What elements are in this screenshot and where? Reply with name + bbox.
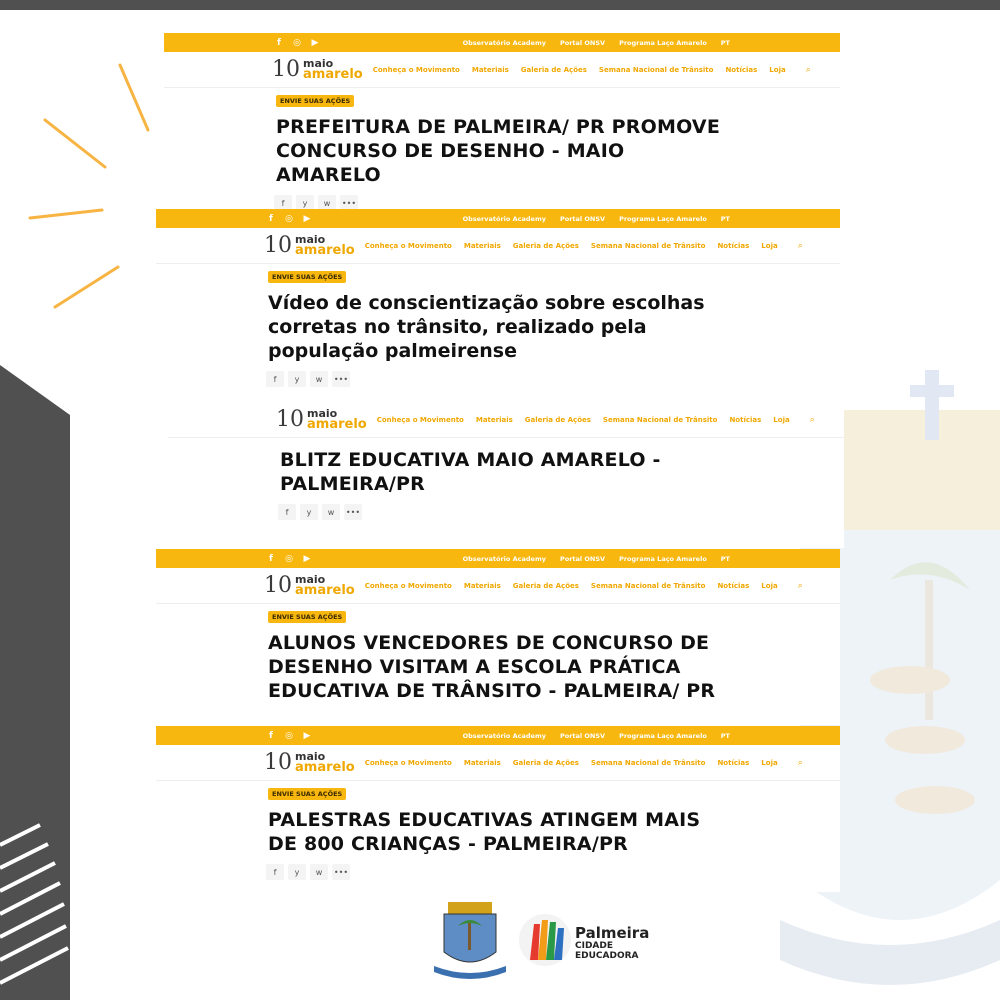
share-more-icon[interactable]: •••	[344, 504, 362, 520]
logo-number: 10	[264, 232, 292, 258]
nav-galeria[interactable]: Galeria de Ações	[512, 758, 579, 767]
brand-line-2: EDUCADORA	[575, 951, 639, 962]
nav-galeria[interactable]: Galeria de Ações	[512, 581, 579, 590]
logo-maio: maio	[295, 232, 326, 246]
nav-semana[interactable]: Semana Nacional de Trânsito	[602, 415, 718, 424]
utility-bar	[156, 726, 840, 745]
search-icon[interactable]: ⌕	[805, 64, 811, 75]
nav-conheca[interactable]: Conheça o Movimento	[376, 415, 464, 424]
logo-amarelo: amarelo	[295, 242, 355, 258]
brand-name: Palmeira	[575, 924, 650, 942]
share-twitter-icon[interactable]: y	[296, 195, 314, 211]
nav-loja[interactable]: Loja	[761, 581, 778, 590]
article-card-1[interactable]	[164, 33, 840, 213]
util-link-laco[interactable]: Programa Laço Amarelo	[619, 731, 707, 740]
logo-amarelo: amarelo	[307, 416, 367, 432]
share-whatsapp-icon[interactable]: w	[322, 504, 340, 520]
logo-maio: maio	[295, 572, 326, 586]
logo-maio: maio	[307, 406, 338, 420]
instagram-icon[interactable]: ◎	[285, 730, 293, 741]
footer-logos	[430, 900, 690, 980]
logo-amarelo: amarelo	[295, 759, 355, 775]
logo-amarelo: amarelo	[295, 582, 355, 598]
facebook-icon[interactable]: f	[269, 730, 273, 741]
logo-number: 10	[276, 406, 304, 432]
nav-conheca[interactable]: Conheça o Movimento	[364, 581, 452, 590]
util-link-onsv[interactable]: Portal ONSV	[559, 731, 606, 740]
share-more-icon[interactable]: •••	[332, 371, 350, 387]
nav-loja[interactable]: Loja	[761, 758, 778, 767]
facebook-icon[interactable]: f	[269, 553, 273, 564]
language-selector[interactable]: PT	[720, 214, 730, 223]
article-title: BLITZ EDUCATIVA MAIO AMARELO - PALMEIRA/PR	[280, 449, 661, 496]
main-nav	[156, 228, 840, 264]
share-bar	[278, 504, 844, 520]
main-nav	[168, 402, 844, 438]
main-nav	[164, 52, 840, 88]
nav-galeria[interactable]: Galeria de Ações	[512, 241, 579, 250]
utility-bar	[156, 209, 840, 228]
sun-rays-decoration	[20, 55, 170, 325]
search-icon[interactable]: ⌕	[797, 240, 803, 251]
category-badge[interactable]: ENVIE SUAS AÇÕES	[268, 611, 346, 623]
share-more-icon[interactable]: •••	[340, 195, 358, 211]
nav-semana[interactable]: Semana Nacional de Trânsito	[590, 581, 706, 590]
language-selector[interactable]: PT	[720, 731, 730, 740]
nav-noticias[interactable]: Notícias	[729, 415, 762, 424]
maio-amarelo-logo[interactable]	[264, 749, 355, 775]
nav-semana[interactable]: Semana Nacional de Trânsito	[590, 241, 706, 250]
facebook-icon[interactable]: f	[269, 213, 273, 224]
nav-noticias[interactable]: Notícias	[725, 65, 758, 74]
maio-amarelo-logo[interactable]	[264, 232, 355, 258]
nav-loja[interactable]: Loja	[761, 241, 778, 250]
share-whatsapp-icon[interactable]: w	[318, 195, 336, 211]
share-facebook-icon[interactable]: f	[278, 504, 296, 520]
logo-maio: maio	[303, 56, 334, 70]
nav-galeria[interactable]: Galeria de Ações	[520, 65, 587, 74]
nav-semana[interactable]: Semana Nacional de Trânsito	[590, 758, 706, 767]
instagram-icon[interactable]: ◎	[293, 37, 301, 48]
share-more-icon[interactable]: •••	[332, 864, 350, 880]
utility-bar	[164, 33, 840, 52]
article-title: PREFEITURA DE PALMEIRA/ PR PROMOVE CONCURSO DE DESENHO - MAIO AMARELO	[276, 116, 721, 187]
category-badge[interactable]: ENVIE SUAS AÇÕES	[276, 95, 354, 107]
nav-loja[interactable]: Loja	[773, 415, 790, 424]
util-link-academy[interactable]: Observatório Academy	[462, 554, 546, 563]
category-badge[interactable]: ENVIE SUAS AÇÕES	[268, 271, 346, 283]
youtube-icon[interactable]: ▶	[303, 213, 311, 224]
article-title: Vídeo de conscientização sobre escolhas corretas no trânsito, realizado pela população palmeirense	[268, 292, 705, 363]
article-card-3[interactable]	[168, 402, 844, 548]
util-link-academy[interactable]: Observatório Academy	[462, 731, 546, 740]
share-twitter-icon[interactable]: y	[288, 371, 306, 387]
share-facebook-icon[interactable]: f	[266, 371, 284, 387]
search-icon[interactable]: ⌕	[797, 580, 803, 591]
share-facebook-icon[interactable]: f	[274, 195, 292, 211]
share-twitter-icon[interactable]: y	[300, 504, 318, 520]
category-badge[interactable]: ENVIE SUAS AÇÕES	[268, 788, 346, 800]
city-crest-icon	[434, 902, 506, 979]
util-link-onsv[interactable]: Portal ONSV	[559, 554, 606, 563]
main-nav	[156, 745, 840, 781]
util-link-academy[interactable]: Observatório Academy	[462, 214, 546, 223]
share-bar	[266, 371, 840, 387]
language-selector[interactable]: PT	[720, 38, 730, 47]
search-icon[interactable]: ⌕	[809, 414, 815, 425]
search-icon[interactable]: ⌕	[797, 757, 803, 768]
instagram-icon[interactable]: ◎	[285, 553, 293, 564]
util-link-academy[interactable]: Observatório Academy	[462, 38, 546, 47]
logo-number: 10	[264, 749, 292, 775]
logo-number: 10	[272, 56, 300, 82]
util-link-onsv[interactable]: Portal ONSV	[559, 214, 606, 223]
instagram-icon[interactable]: ◎	[285, 213, 293, 224]
article-card-4[interactable]	[156, 549, 840, 725]
youtube-icon[interactable]: ▶	[311, 37, 319, 48]
maio-amarelo-logo[interactable]	[264, 572, 355, 598]
maio-amarelo-logo[interactable]	[276, 406, 367, 432]
share-twitter-icon[interactable]: y	[288, 864, 306, 880]
main-nav	[156, 568, 840, 604]
article-title: PALESTRAS EDUCATIVAS ATINGEM MAIS DE 800 CRIANÇAS - PALMEIRA/PR	[268, 809, 701, 856]
share-bar	[266, 864, 840, 880]
util-link-laco[interactable]: Programa Laço Amarelo	[619, 214, 707, 223]
nav-materiais[interactable]: Materiais	[471, 65, 509, 74]
facebook-icon[interactable]: f	[277, 37, 281, 48]
logo-number: 10	[264, 572, 292, 598]
cidade-educadora-icon	[519, 914, 571, 966]
youtube-icon[interactable]: ▶	[303, 730, 311, 741]
util-link-laco[interactable]: Programa Laço Amarelo	[619, 38, 707, 47]
maio-amarelo-logo[interactable]	[272, 56, 363, 82]
utility-bar	[156, 549, 840, 568]
nav-conheca[interactable]: Conheça o Movimento	[364, 241, 452, 250]
logo-maio: maio	[295, 749, 326, 763]
top-frame-bar	[0, 0, 1000, 10]
article-card-2[interactable]	[156, 209, 840, 401]
nav-noticias[interactable]: Notícias	[717, 241, 750, 250]
share-whatsapp-icon[interactable]: w	[310, 864, 328, 880]
nav-materiais[interactable]: Materiais	[463, 758, 501, 767]
share-facebook-icon[interactable]: f	[266, 864, 284, 880]
youtube-icon[interactable]: ▶	[303, 553, 311, 564]
nav-galeria[interactable]: Galeria de Ações	[524, 415, 591, 424]
language-selector[interactable]: PT	[720, 554, 730, 563]
nav-materiais[interactable]: Materiais	[463, 241, 501, 250]
nav-materiais[interactable]: Materiais	[463, 581, 501, 590]
article-card-5[interactable]	[156, 726, 840, 892]
nav-conheca[interactable]: Conheça o Movimento	[372, 65, 460, 74]
nav-noticias[interactable]: Notícias	[717, 758, 750, 767]
article-title: ALUNOS VENCEDORES DE CONCURSO DE DESENHO VISITAM A ESCOLA PRÁTICA EDUCATIVA DE TRÂNSITO - PALMEIRA/ PR	[268, 632, 716, 703]
logo-amarelo: amarelo	[303, 66, 363, 82]
util-link-onsv[interactable]: Portal ONSV	[559, 38, 606, 47]
share-whatsapp-icon[interactable]: w	[310, 371, 328, 387]
brand-line-1: CIDADE	[575, 941, 614, 951]
cidade-educadora-brand	[575, 926, 649, 962]
nav-noticias[interactable]: Notícias	[717, 581, 750, 590]
util-link-laco[interactable]: Programa Laço Amarelo	[619, 554, 707, 563]
nav-materiais[interactable]: Materiais	[475, 415, 513, 424]
nav-semana[interactable]: Semana Nacional de Trânsito	[598, 65, 714, 74]
nav-loja[interactable]: Loja	[769, 65, 786, 74]
nav-conheca[interactable]: Conheça o Movimento	[364, 758, 452, 767]
